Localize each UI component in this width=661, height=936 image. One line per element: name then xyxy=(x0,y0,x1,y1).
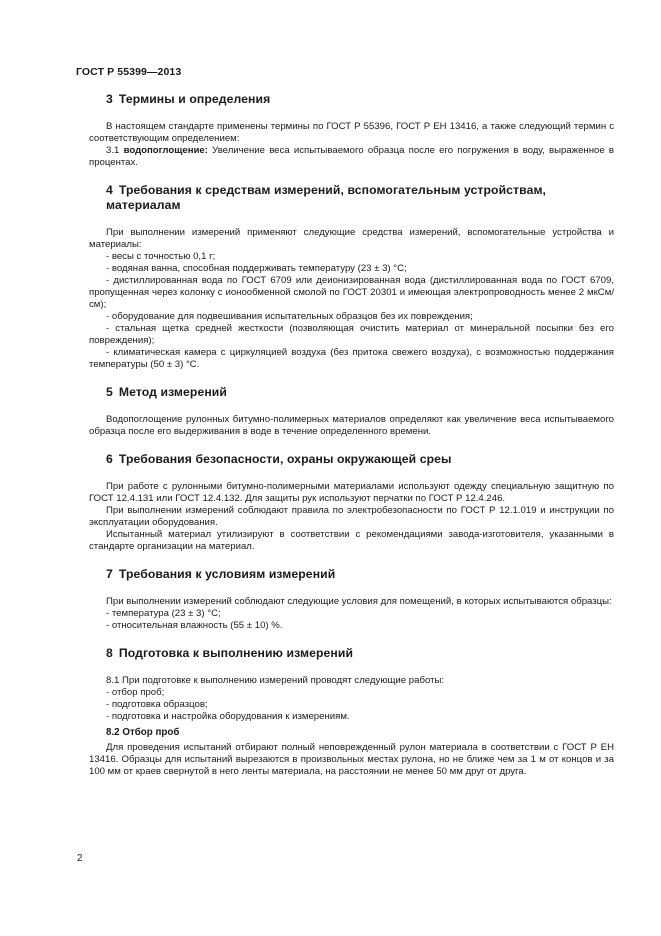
list-item: - отбор проб; xyxy=(106,687,165,698)
section-6-text-1: При работе с рулонными битумно-полимерными материалами используют одежду специальную защитную по ГОСТ 12.4.131 или ГОСТ 12.4.132. Для защиты рук используют перчатки по ГОСТ Р 12.4.246. xyxy=(89,481,614,504)
list-item: - температура (23 ± 3) °C; xyxy=(106,608,221,619)
section-8-1-text: 8.1 При подготовке к выполнению измерений проводят следующие работы: xyxy=(106,675,445,686)
section-4-heading: 4 Требования к средствам измерений, вспомогательным устройствам, материалам xyxy=(106,183,547,212)
section-4-intro: При выполнении измерений применяют следующие средства измерений, вспомогательные устройства и материалы: xyxy=(89,227,614,250)
section-3-heading: 3 Термины и определения xyxy=(106,92,271,106)
document-code: ГОСТ Р 55399—2013 xyxy=(76,66,182,78)
list-item: - водяная ванна, способная поддерживать температуру (23 ± 3) °C; xyxy=(106,263,407,274)
definition-3-1: 3.1 водопоглощение: Увеличение веса испытываемого образца после его погружения в воду, выраженное в процентах. xyxy=(89,145,614,168)
list-item: - климатическая камера с циркуляцией воздуха (без притока свежего воздуха), с возможностью поддержания температуры (50 ± 3) °C. xyxy=(89,347,614,370)
list-item: - весы с точностью 0,1 г; xyxy=(106,251,216,262)
section-6-heading: 6 Требования безопасности, охраны окружающей среы xyxy=(106,452,452,466)
subsection-8-2-heading: 8.2 Отбор проб xyxy=(106,727,180,738)
section-8-heading: 8 Подготовка к выполнению измерений xyxy=(106,646,354,660)
section-3-intro: В настоящем стандарте применены термины по ГОСТ Р 55396, ГОСТ Р ЕН 13416, а также следующий термин с соответствующим определением: xyxy=(89,121,614,144)
page-body xyxy=(89,92,614,778)
section-5-text: Водопоглощение рулонных битумно-полимерных материалов определяют как увеличение веса испытываемого образца после его выдерживания в воде в течение определенного времени. xyxy=(89,414,614,437)
term-water-absorption: водопоглощение: xyxy=(123,145,208,156)
list-item: - относительная влажность (55 ± 10) %. xyxy=(106,620,283,631)
section-7-heading: 7 Требования к условиям измерений xyxy=(106,567,336,581)
section-5-heading: 5 Метод измерений xyxy=(106,385,227,399)
section-8-2-text: Для проведения испытаний отбирают полный неповрежденный рулон материала в соответствии с ГОСТ Р ЕН 13416. Образцы для испытаний вырезаются в произвольных местах рулона, но не ближе чем за 1 м от концов и за 100 мм от краев свернутой в него ленты материала, на расстоянии не менее 50 мм друг от друга. xyxy=(89,742,614,777)
section-6-text-2: При выполнении измерений соблюдают правила по электробезопасности по ГОСТ Р 12.1.019 и инструкции по эксплуатации оборудования. xyxy=(89,505,614,528)
section-6-text-3: Испытанный материал утилизируют в соответствии с рекомендациями завода-изготовителя, указанными в стандарте организации на материал. xyxy=(89,529,614,552)
list-item: - оборудование для подвешивания испытательных образцов без их повреждения; xyxy=(106,311,473,322)
list-item: - подготовка образцов; xyxy=(106,699,208,710)
list-item: - подготовка и настройка оборудования к измерениям. xyxy=(106,711,350,722)
list-item: - дистиллированная вода по ГОСТ 6709 или деионизированная вода (дистиллированная вода по ГОСТ 6709, пропущенная через колонку с ионообменной смолой по ГОСТ 20301 и имеющая электропроводность менее 2 мкСм/см); xyxy=(89,275,614,310)
list-item: - стальная щетка средней жесткости (позволяющая очистить материал от минеральной посыпки без его повреждения); xyxy=(89,323,614,346)
section-7-intro: При выполнении измерений соблюдают следующие условия для помещений, в которых испытываются образцы: xyxy=(106,596,612,607)
page-number: 2 xyxy=(77,853,83,864)
